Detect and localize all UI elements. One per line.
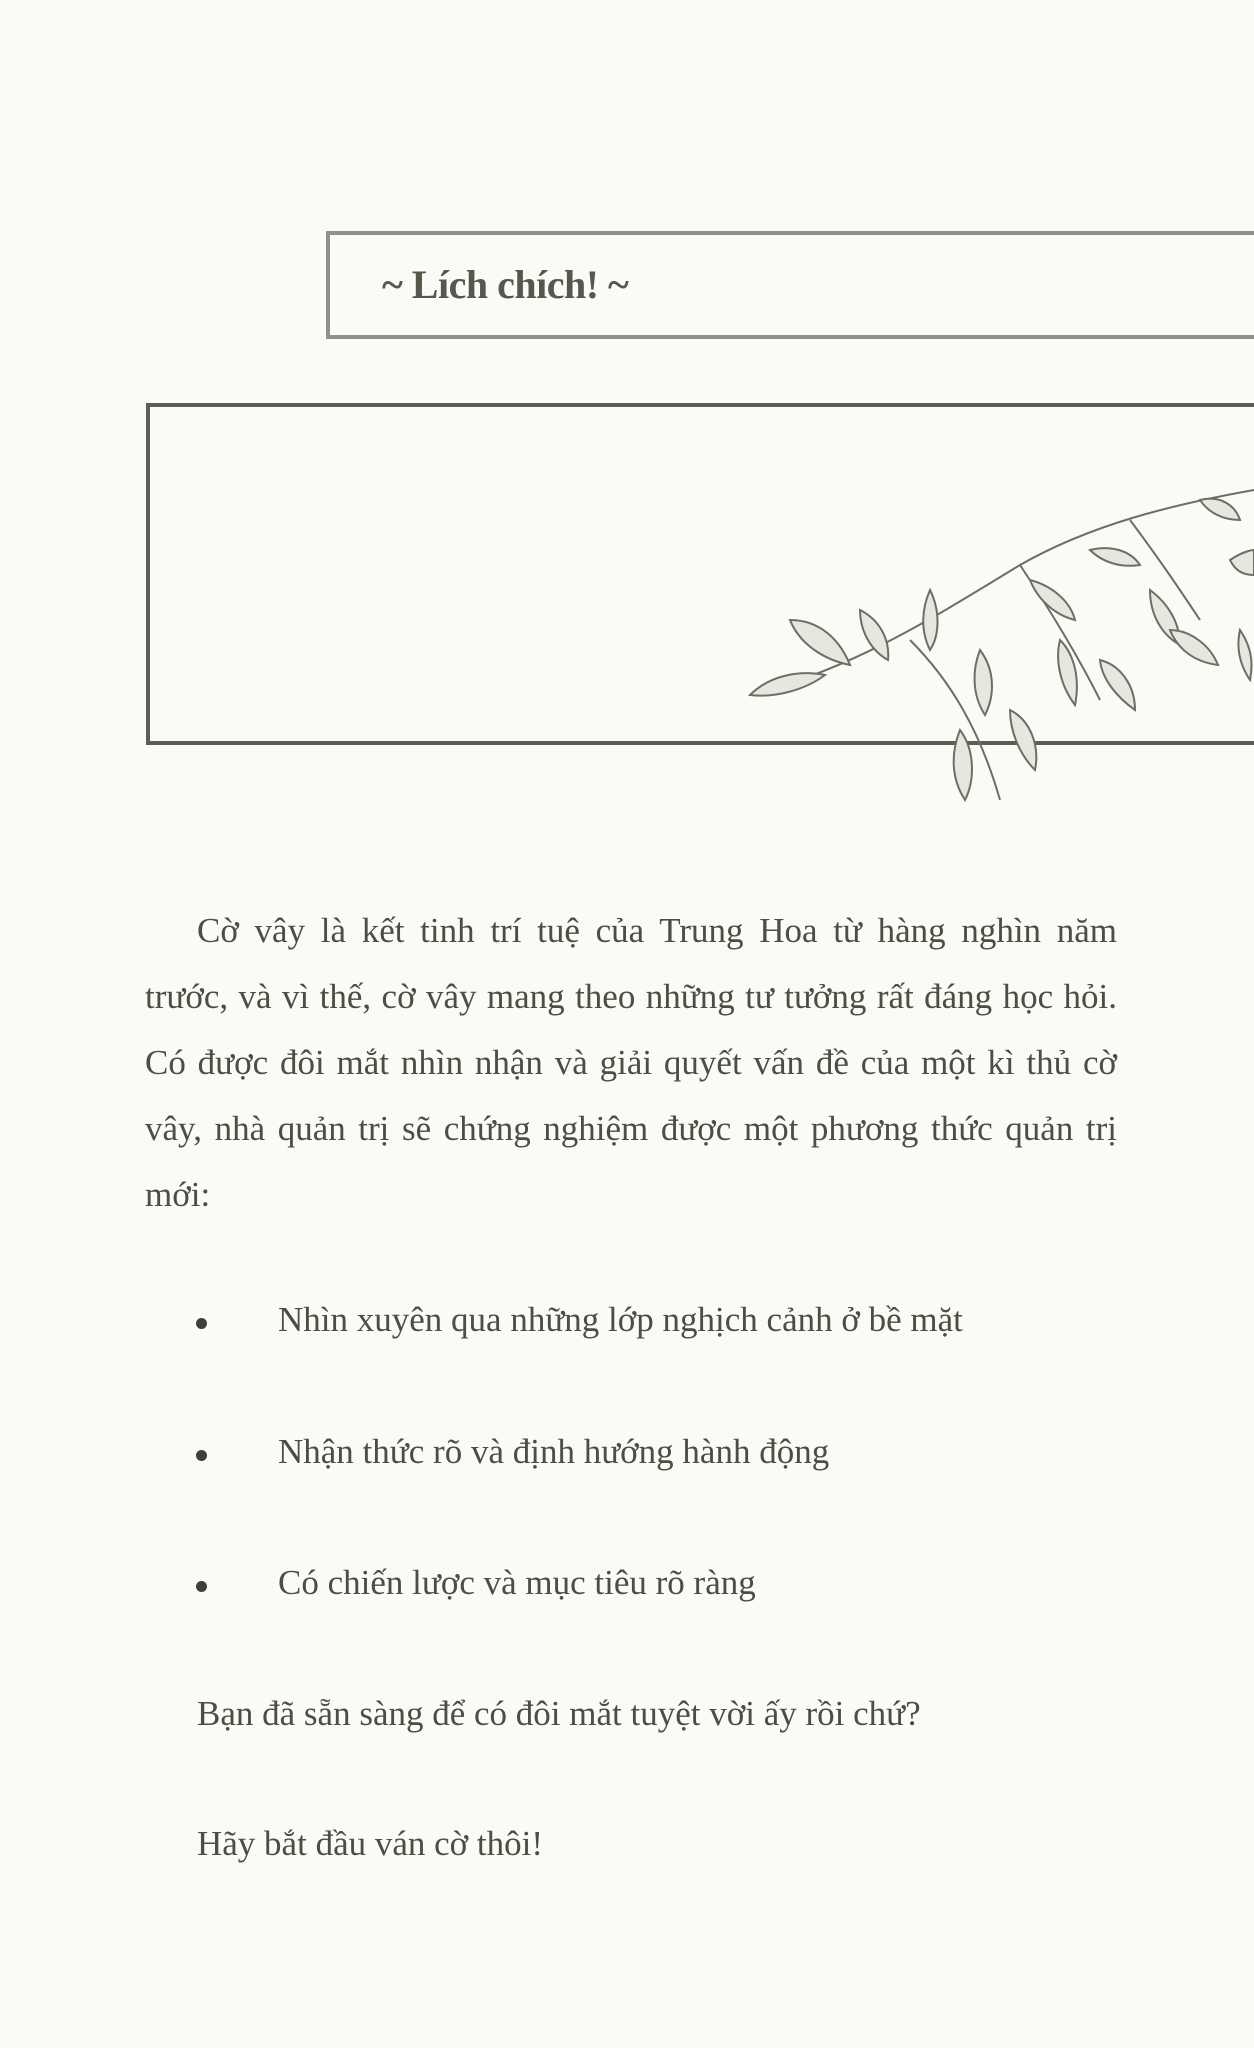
title-box bbox=[326, 231, 1254, 339]
bullet-dot-icon bbox=[196, 1581, 207, 1592]
leaf-branch-illustration bbox=[730, 470, 1254, 850]
closing-line: Hãy bắt đầu ván cờ thôi! bbox=[197, 1824, 544, 1863]
bullet-dot-icon bbox=[196, 1450, 207, 1461]
bullet-text: Có chiến lược và mục tiêu rõ ràng bbox=[278, 1563, 756, 1602]
section-title: ~ Lích chích! ~ bbox=[382, 262, 629, 307]
bullet-dot-icon bbox=[196, 1318, 207, 1329]
question-line: Bạn đã sẵn sàng để có đôi mắt tuyệt vời ấy rồi chứ? bbox=[197, 1694, 921, 1733]
intro-paragraph: Cờ vây là kết tinh trí tuệ của Trung Hoa từ hàng nghìn năm trước, và vì thế, cờ vây mang theo những tư tưởng rất đáng học hỏi. Có được đôi mắt nhìn nhận và giải quyết vấn đề của một kì thủ cờ vây, nhà quản trị sẽ chứng nghiệm được một phương thức quản trị mới: bbox=[145, 911, 1117, 1214]
bullet-text: Nhận thức rõ và định hướng hành động bbox=[278, 1432, 830, 1471]
bullet-text: Nhìn xuyên qua những lớp nghịch cảnh ở bề mặt bbox=[278, 1300, 963, 1339]
